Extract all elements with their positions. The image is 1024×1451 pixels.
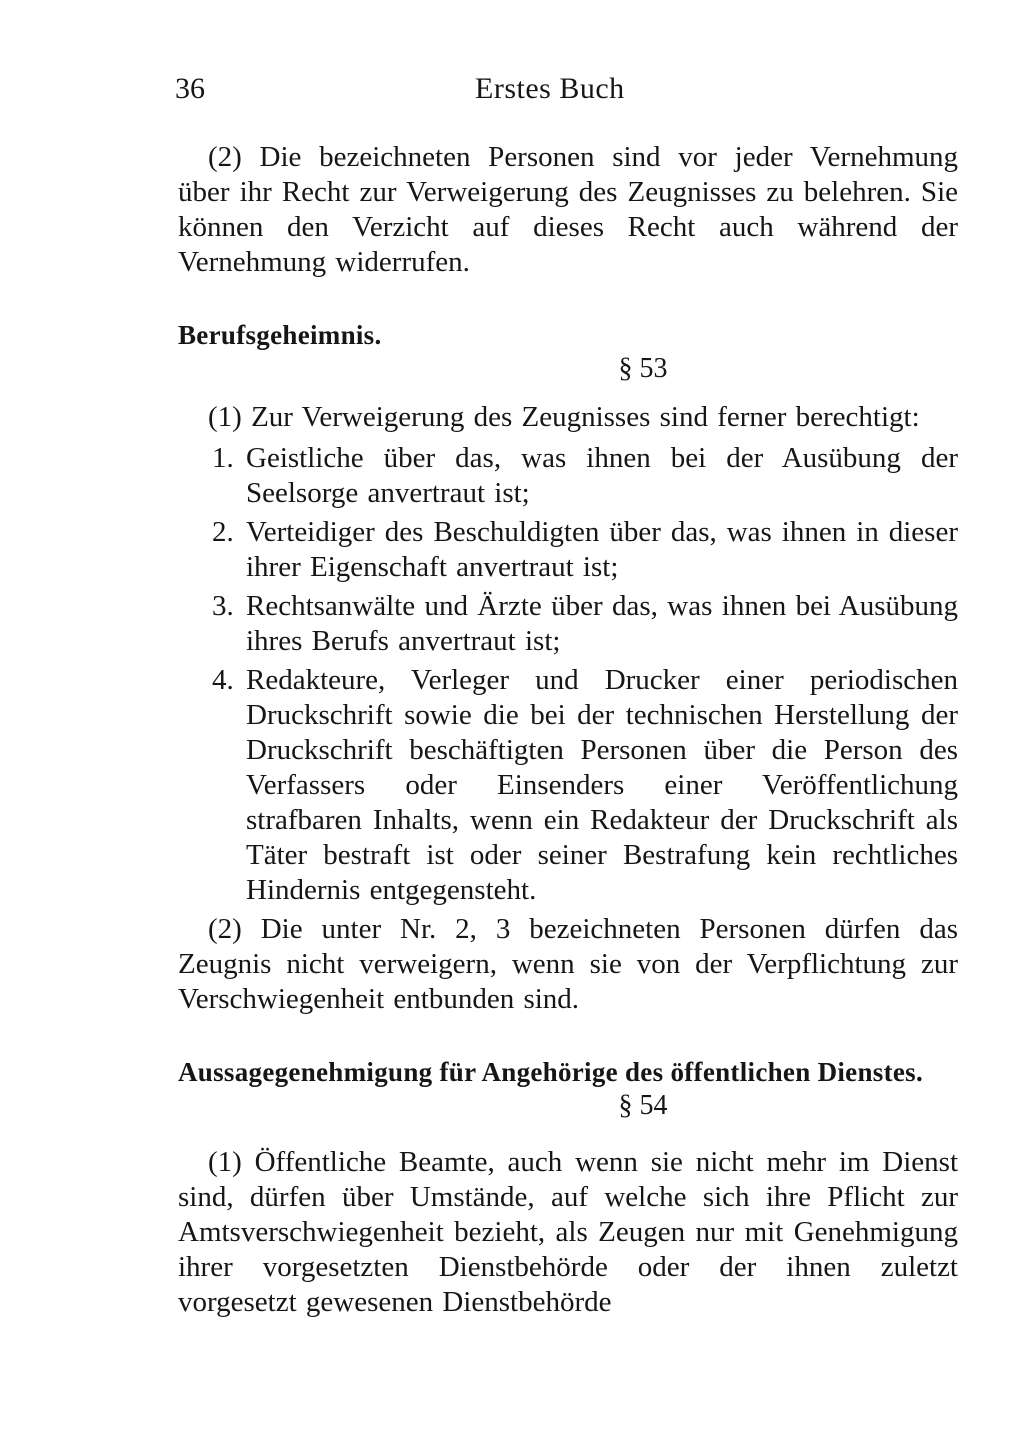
section-53-paragraph-2: (2) Die unter Nr. 2, 3 bezeichneten Personen dürfen das Zeugnis nicht verweigern, wenn sie von der Verpflichtung zur Verschwiegenheit entbunden sind. xyxy=(178,913,958,1015)
page-body xyxy=(178,140,958,1320)
section-54-paragraph-1: (1) Öffentliche Beamte, auch wenn sie nicht mehr im Dienst sind, dürfen über Umstände, auf welche sich ihre Pflicht zur Amtsverschwiegenheit bezieht, als Zeugen nur mit Genehmigung ihrer vorgesetzten Dienstbehörde oder der ihnen zuletzt vorgesetzt gewesenen Dienstbehörde xyxy=(178,1146,958,1318)
section-52-paragraph-2: (2) Die bezeichneten Personen sind vor jeder Vernehmung über ihr Recht zur Verweigerung des Zeugnisses zu belehren. Sie können den Verzicht auf dieses Recht auch während der Vernehmung widerrufen. xyxy=(178,141,958,278)
list-item xyxy=(178,515,958,585)
page-number: 36 xyxy=(175,72,205,105)
running-head: Erstes Buch xyxy=(475,72,625,105)
section-53-paragraph-1: (1) Zur Verweigerung des Zeugnisses sind ferner berechtigt: xyxy=(208,401,920,433)
section-54-number: § 54 xyxy=(618,1090,668,1121)
list-item-text: Verteidiger des Beschuldigten über das, was ihnen in dieser ihrer Eigenschaft anvertraut ist; xyxy=(246,516,958,583)
list-item-number: 1. xyxy=(212,442,234,474)
spacer xyxy=(178,1017,958,1055)
section-53-number: § 53 xyxy=(618,353,668,384)
list-item xyxy=(178,663,958,908)
spacer xyxy=(178,386,958,400)
list-item-text: Geistliche über das, was ihnen bei der Ausübung der Seelsorge anvertraut ist; xyxy=(246,442,958,509)
list-item xyxy=(178,441,958,511)
page-header xyxy=(175,72,965,112)
section-54-heading: Aussagegenehmigung für Angehörige des öffentlichen Dienstes. xyxy=(178,1057,924,1087)
list-item-number: 2. xyxy=(212,516,234,548)
spacer xyxy=(178,280,958,318)
list-item-number: 3. xyxy=(212,590,234,622)
section-53-item-list xyxy=(178,441,958,908)
spacer xyxy=(178,1123,958,1145)
list-item-text: Redakteure, Verleger und Drucker einer periodischen Druckschrift sowie die bei der technischen Herstellung der Druckschrift beschäftigten Personen über die Person des Verfassers oder Einsenders einer Veröffentlichung strafbaren Inhalts, wenn ein Redakteur der Druckschrift als Täter bestraft ist oder seiner Bestrafung kein rechtliches Hindernis entgegensteht. xyxy=(246,664,958,906)
list-item-number: 4. xyxy=(212,664,234,696)
list-item-text: Rechtsanwälte und Ärzte über das, was ihnen bei Ausübung ihres Berufs anvertraut ist; xyxy=(246,590,958,657)
list-item xyxy=(178,589,958,659)
section-53-heading: Berufsgeheimnis. xyxy=(178,320,382,350)
